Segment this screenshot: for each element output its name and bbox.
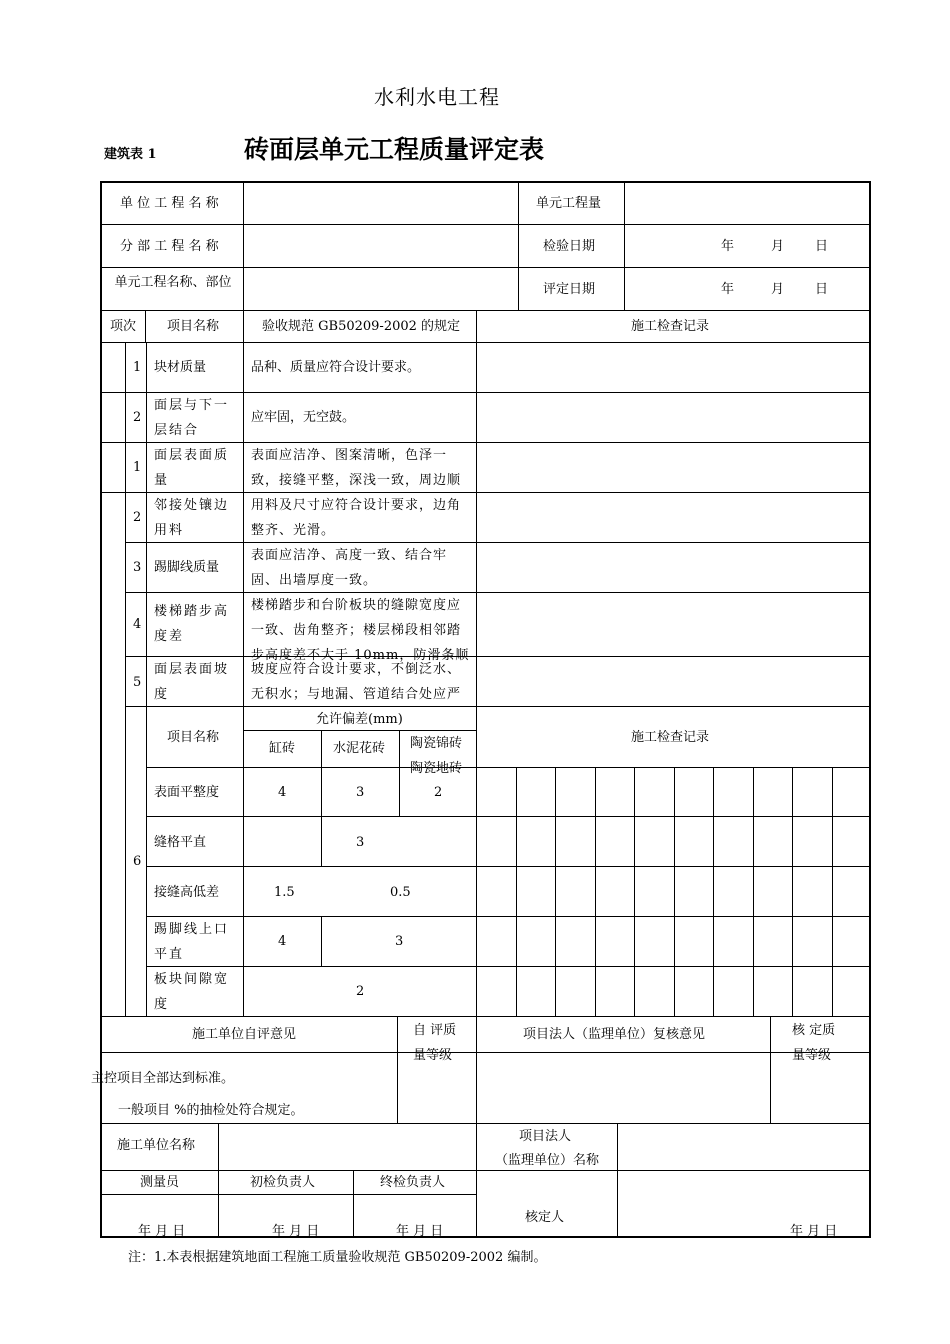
head-item-no: 项次 [110, 319, 137, 334]
dev-row-name: 缝格平直 [154, 835, 207, 850]
row-line [146, 916, 871, 917]
row-line [100, 1123, 871, 1124]
dev-row-name: 表面平整度 [154, 785, 220, 800]
date-day: 日 [815, 239, 829, 254]
col-line [516, 767, 517, 1016]
eval-date-day: 日 [815, 282, 829, 297]
top-title: 水利水电工程 [374, 85, 500, 109]
item-spec: 坡度应符合设计要求，不倒泛水、无积水；与地漏、管道结合处应严 [251, 662, 462, 702]
final-check-label: 终检负责人 [380, 1175, 446, 1190]
main-title: 砖面层单元工程质量评定表 [244, 135, 545, 164]
first-check-date: 年 月 日 [272, 1224, 320, 1239]
item-spec: 用料及尺寸应符合设计要求，边角整齐、光滑。 [251, 498, 462, 538]
col-line [674, 767, 675, 1016]
inspect-date-label: 检验日期 [543, 239, 596, 254]
builder-name-label: 施工单位名称 [117, 1138, 196, 1153]
col-line [753, 767, 754, 1016]
item-name: 楼梯踏步高度差 [154, 604, 230, 644]
item-name: 踢脚线质量 [154, 560, 220, 575]
row-line [100, 224, 871, 225]
col-line [832, 767, 833, 1016]
unit-quantity-label: 单元工程量 [536, 196, 602, 211]
item-name: 面层与下一层结合 [154, 398, 230, 438]
eval-date-month: 月 [771, 282, 785, 297]
surveyor-date: 年 月 日 [138, 1224, 186, 1239]
item-no: 1 [133, 460, 142, 475]
item-spec: 品种、质量应符合设计要求。 [251, 360, 421, 375]
approver-label: 核定人 [525, 1210, 565, 1225]
dev-row-v23: 3 [395, 934, 404, 949]
dev-row-name: 板块间隙宽度 [154, 972, 230, 1012]
col-tile-label: 缸砖 [269, 741, 296, 756]
row-line [100, 1194, 477, 1195]
frame-right [869, 181, 871, 1237]
col-line [125, 342, 126, 1016]
item-name: 邻接处镶边用料 [154, 498, 230, 538]
eval-date-year: 年 [721, 282, 735, 297]
item-spec: 楼梯踏步和台阶板块的缝隙宽度应一致、齿角整齐；楼层梯段相邻踏步高度差不大于 10mm，防滑条顺 [251, 598, 470, 663]
final-check-date: 年 月 日 [396, 1224, 444, 1239]
dev-row-merged: 3 [356, 835, 365, 850]
check-grade-label: 核 定质量等级 [792, 1023, 836, 1063]
owner-name-label-1: 项目法人 [519, 1129, 572, 1144]
row-line [146, 966, 871, 967]
head-record: 施工检查记录 [631, 319, 710, 334]
dev-row-v1: 4 [278, 934, 287, 949]
col-line [634, 767, 635, 1016]
dev-row-v1: 1.5 [274, 885, 295, 900]
col-line [243, 342, 244, 1016]
col-line [397, 1016, 398, 1123]
frame-bottom [100, 1236, 871, 1238]
col-line [243, 310, 244, 342]
dev-row-name: 踢脚线上口平直 [154, 922, 230, 962]
dev-row-v3: 2 [434, 785, 443, 800]
frame-top [100, 181, 871, 183]
owner-name-label-2: （监理单位）名称 [495, 1153, 600, 1168]
row-line [125, 706, 871, 707]
col-line [624, 181, 625, 310]
row-line [100, 310, 871, 311]
item-name: 面层表面质量 [154, 448, 230, 488]
footnote: 注：1.本表根据建筑地面工程施工质量验收规范 GB50209-2002 编制。 [128, 1250, 547, 1265]
item-spec: 表面应洁净、图案清晰，色泽一致，接缝平整，深浅一致，周边顺 [251, 448, 462, 488]
col-line [476, 767, 477, 1016]
col-cement-tile-label: 水泥花砖 [333, 741, 386, 756]
row-line [100, 1016, 871, 1017]
item-no: 2 [133, 410, 142, 425]
col-ceramic-label: 陶瓷锦砖陶瓷地砖 [410, 736, 463, 776]
col-line [321, 916, 322, 966]
col-line [399, 730, 400, 816]
head-spec: 验收规范 GB50209-2002 的规定 [262, 319, 461, 334]
dev-row-name: 接缝高低差 [154, 885, 220, 900]
item-spec: 应牢固，无空鼓。 [251, 410, 356, 425]
item-name: 块材质量 [154, 360, 207, 375]
dev-row-merged: 2 [356, 984, 365, 999]
sub-project-name-label: 分 部 工 程 名 称 [120, 239, 219, 254]
col-line [476, 342, 477, 767]
form-code: 建筑表 1 [104, 147, 157, 162]
self-eval-label: 施工单位自评意见 [192, 1027, 297, 1042]
row-line [125, 542, 871, 543]
dev-row-v2: 3 [356, 785, 365, 800]
col-line [476, 310, 477, 342]
col-line [476, 1123, 477, 1236]
item-no: 2 [133, 510, 142, 525]
item-spec: 表面应洁净、高度一致、结合牢固、出墙厚度一致。 [251, 548, 448, 588]
deviation-record-label: 施工检查记录 [631, 730, 710, 745]
eval-date-label: 评定日期 [543, 282, 596, 297]
row-line [100, 1170, 871, 1171]
allowed-deviation-label: 允许偏差(mm) [316, 712, 403, 727]
col-line [243, 181, 244, 310]
dev-row-v23: 0.5 [390, 885, 411, 900]
first-check-label: 初检负责人 [250, 1175, 316, 1190]
self-grade-label: 自 评质量等级 [413, 1023, 457, 1063]
item-no: 4 [133, 617, 142, 632]
deviation-item-name: 项目名称 [167, 730, 220, 745]
item-no: 5 [133, 675, 142, 690]
col-line [145, 310, 146, 342]
deviation-no: 6 [133, 854, 142, 869]
head-item-name: 项目名称 [167, 319, 220, 334]
row-line [100, 1052, 871, 1053]
row-line [146, 767, 871, 768]
row-line [146, 816, 871, 817]
row-line [146, 866, 871, 867]
general-items-text: 一般项目 %的抽检处符合规定。 [118, 1103, 304, 1118]
item-name: 面层表面坡度 [154, 662, 230, 702]
main-items-text: 主控项目全部达到标准。 [91, 1071, 235, 1086]
date-month: 月 [771, 239, 785, 254]
review-label: 项目法人（监理单位）复核意见 [523, 1027, 706, 1042]
approver-date: 年 月 日 [790, 1224, 838, 1239]
col-line [146, 342, 147, 1016]
element-name-label: 单元工程名称、部位 [114, 275, 232, 290]
col-line [218, 1123, 219, 1236]
row-line [100, 267, 871, 268]
row-line [100, 342, 871, 343]
row-line [125, 592, 871, 593]
col-line [595, 767, 596, 1016]
col-line [518, 181, 519, 310]
item-no: 1 [133, 360, 142, 375]
col-line [321, 730, 322, 866]
date-year: 年 [721, 239, 735, 254]
col-line [353, 1170, 354, 1236]
unit-project-name-label: 单 位 工 程 名 称 [120, 196, 219, 211]
item-no: 3 [133, 560, 142, 575]
col-line [555, 767, 556, 1016]
col-line [770, 1016, 771, 1123]
col-line [476, 1016, 477, 1123]
col-line [617, 1123, 618, 1236]
surveyor-label: 测量员 [140, 1175, 180, 1190]
dev-row-v1: 4 [278, 785, 287, 800]
col-line [792, 767, 793, 1016]
col-line [713, 767, 714, 1016]
